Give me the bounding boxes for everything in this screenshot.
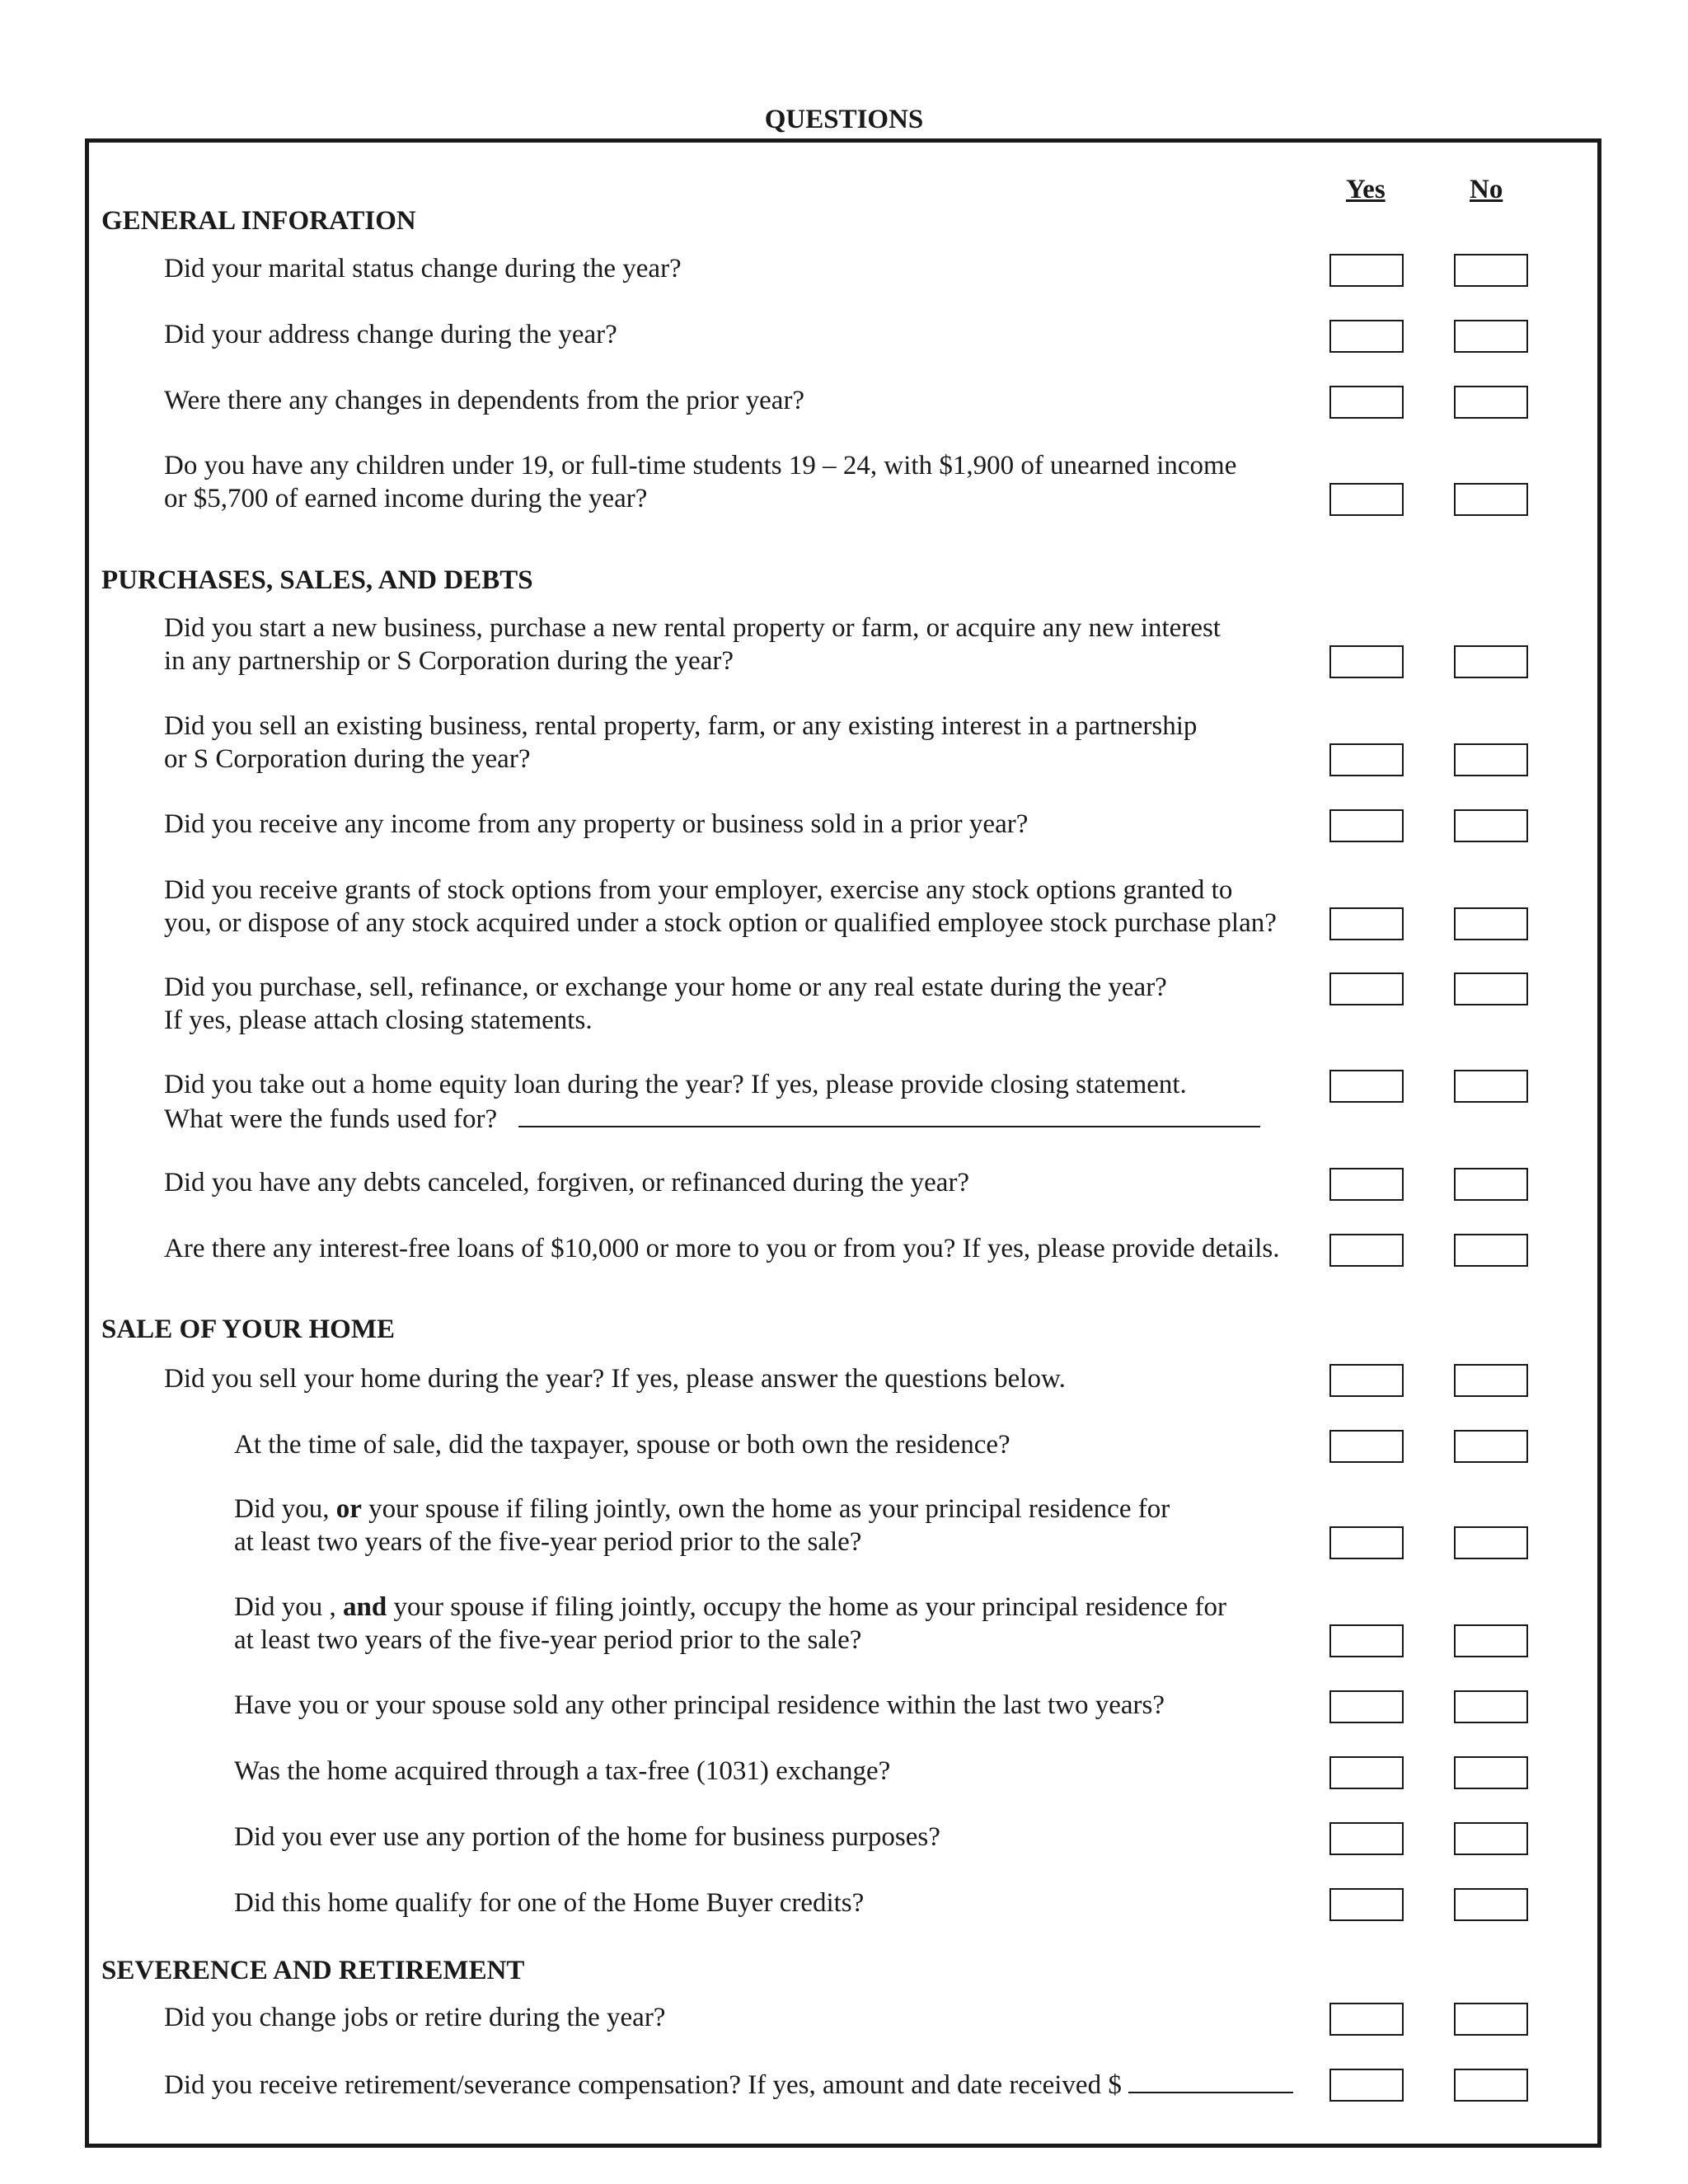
question-children-income: Do you have any children under 19, or full-time students 19 – 24, with $1,900 of unearned income or $5,700 of earned income during the year? — [164, 451, 1237, 513]
yes-checkbox-real-estate[interactable] — [1329, 972, 1404, 1005]
question-change-jobs: Did you change jobs or retire during the year? — [164, 2003, 666, 2032]
no-checkbox-children-income[interactable] — [1454, 483, 1528, 516]
yes-checkbox-business-use[interactable] — [1329, 1822, 1404, 1855]
no-checkbox-business-use[interactable] — [1454, 1822, 1528, 1855]
no-checkbox-1031-exchange[interactable] — [1454, 1756, 1528, 1789]
question-dependents-change: Were there any changes in dependents from the prior year? — [164, 386, 805, 415]
section-sale-of-home: SALE OF YOUR HOME — [101, 1315, 395, 1344]
yes-checkbox-home-equity-loan[interactable] — [1329, 1070, 1404, 1103]
yes-checkbox-marital-status[interactable] — [1329, 254, 1404, 287]
question-own-principal-residence: Did you, or your spouse if filing jointly, own the home as your principal residence for at least two years of the five-year period prior to the sale? — [234, 1494, 1170, 1557]
question-business-use: Did you ever use any portion of the home for business purposes? — [234, 1822, 940, 1852]
no-checkbox-real-estate[interactable] — [1454, 972, 1528, 1005]
yes-checkbox-change-jobs[interactable] — [1329, 2003, 1404, 2036]
yes-checkbox-prior-year-sale-income[interactable] — [1329, 809, 1404, 842]
yes-checkbox-retirement-compensation[interactable] — [1329, 2069, 1404, 2102]
no-checkbox-stock-options[interactable] — [1454, 907, 1528, 940]
no-checkbox-sell-home[interactable] — [1454, 1364, 1528, 1397]
yes-checkbox-stock-options[interactable] — [1329, 907, 1404, 940]
question-occupy-principal-residence: Did you , and your spouse if filing jointly, occupy the home as your principal residence for at least two years of the five-year period prior to the sale? — [234, 1592, 1226, 1655]
question-real-estate: Did you purchase, sell, refinance, or exchange your home or any real estate during the year? If yes, please attach closing statements. — [164, 972, 1167, 1035]
yes-checkbox-sell-home[interactable] — [1329, 1364, 1404, 1397]
no-checkbox-dependents-change[interactable] — [1454, 386, 1528, 419]
yes-checkbox-own-principal-residence[interactable] — [1329, 1526, 1404, 1559]
yes-checkbox-1031-exchange[interactable] — [1329, 1756, 1404, 1789]
question-prior-year-sale-income: Did you receive any income from any property or business sold in a prior year? — [164, 809, 1029, 839]
yes-checkbox-children-income[interactable] — [1329, 483, 1404, 516]
no-checkbox-sell-business[interactable] — [1454, 743, 1528, 776]
yes-checkbox-other-residence-sold[interactable] — [1329, 1690, 1404, 1723]
yes-checkbox-occupy-principal-residence[interactable] — [1329, 1624, 1404, 1657]
no-checkbox-debts-canceled[interactable] — [1454, 1168, 1528, 1201]
no-checkbox-address-change[interactable] — [1454, 320, 1528, 353]
no-checkbox-home-equity-loan[interactable] — [1454, 1070, 1528, 1103]
question-new-business: Did you start a new business, purchase a new rental property or farm, or acquire any new interest in any partnership or S Corporation during the year? — [164, 613, 1221, 676]
no-column-header: No — [1470, 175, 1503, 204]
no-checkbox-change-jobs[interactable] — [1454, 2003, 1528, 2036]
page-title: QUESTIONS — [764, 105, 924, 134]
yes-checkbox-address-change[interactable] — [1329, 320, 1404, 353]
yes-column-header: Yes — [1346, 175, 1386, 204]
no-checkbox-occupy-principal-residence[interactable] — [1454, 1624, 1528, 1657]
section-severence-retirement: SEVERENCE AND RETIREMENT — [101, 1956, 525, 1985]
question-residence-ownership: At the time of sale, did the taxpayer, spouse or both own the residence? — [234, 1430, 1010, 1460]
amount-date-blank[interactable] — [1128, 2067, 1293, 2093]
question-sell-home: Did you sell your home during the year? If yes, please answer the questions below. — [164, 1364, 1066, 1394]
question-other-residence-sold: Have you or your spouse sold any other principal residence within the last two years? — [234, 1690, 1165, 1720]
no-checkbox-new-business[interactable] — [1454, 645, 1528, 678]
question-home-buyer-credits: Did this home qualify for one of the Home Buyer credits? — [234, 1888, 865, 1918]
section-general-information: GENERAL INFORATION — [101, 206, 416, 236]
question-sell-business: Did you sell an existing business, rental property, farm, or any existing interest in a partnership or S Corporation during the year? — [164, 711, 1198, 774]
question-address-change: Did your address change during the year? — [164, 320, 617, 349]
question-marital-status: Did your marital status change during the year? — [164, 254, 682, 284]
section-purchases-sales-debts: PURCHASES, SALES, AND DEBTS — [101, 565, 533, 595]
no-checkbox-retirement-compensation[interactable] — [1454, 2069, 1528, 2102]
question-1031-exchange: Was the home acquired through a tax-free (1031) exchange? — [234, 1756, 891, 1786]
yes-checkbox-dependents-change[interactable] — [1329, 386, 1404, 419]
yes-checkbox-interest-free-loans[interactable] — [1329, 1234, 1404, 1267]
yes-checkbox-sell-business[interactable] — [1329, 743, 1404, 776]
yes-checkbox-debts-canceled[interactable] — [1329, 1168, 1404, 1201]
question-debts-canceled: Did you have any debts canceled, forgiven, or refinanced during the year? — [164, 1168, 970, 1197]
question-stock-options: Did you receive grants of stock options from your employer, exercise any stock options granted to you, or dispose of any stock acquired under a stock option or qualified employee stock purchase plan? — [164, 875, 1277, 938]
no-checkbox-interest-free-loans[interactable] — [1454, 1234, 1528, 1267]
funds-used-blank[interactable] — [518, 1101, 1260, 1127]
no-checkbox-marital-status[interactable] — [1454, 254, 1528, 287]
yes-checkbox-home-buyer-credits[interactable] — [1329, 1888, 1404, 1921]
question-home-equity-loan: Did you take out a home equity loan during the year? If yes, please provide closing statement. What were the funds used for? — [164, 1068, 1260, 1136]
no-checkbox-prior-year-sale-income[interactable] — [1454, 809, 1528, 842]
yes-checkbox-new-business[interactable] — [1329, 645, 1404, 678]
no-checkbox-other-residence-sold[interactable] — [1454, 1690, 1528, 1723]
no-checkbox-own-principal-residence[interactable] — [1454, 1526, 1528, 1559]
no-checkbox-home-buyer-credits[interactable] — [1454, 1888, 1528, 1921]
yes-checkbox-residence-ownership[interactable] — [1329, 1430, 1404, 1463]
no-checkbox-residence-ownership[interactable] — [1454, 1430, 1528, 1463]
question-interest-free-loans: Are there any interest-free loans of $10,000 or more to you or from you? If yes, please provide details. — [164, 1234, 1280, 1263]
question-retirement-compensation: Did you receive retirement/severance compensation? If yes, amount and date received $ — [164, 2067, 1293, 2102]
